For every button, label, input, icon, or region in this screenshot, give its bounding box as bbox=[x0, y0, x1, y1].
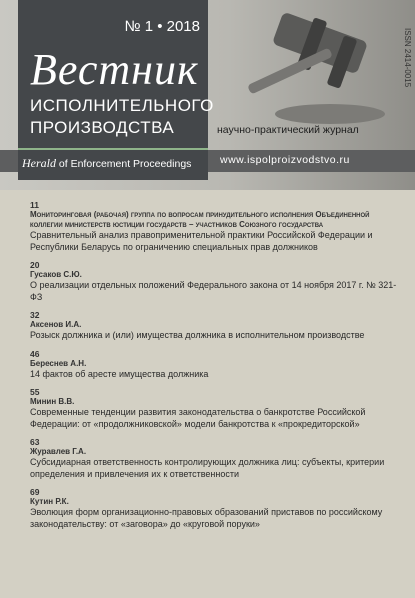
page-number: 69 bbox=[30, 487, 40, 497]
website-url: www.ispolproizvodstvo.ru bbox=[220, 154, 350, 166]
page-number: 32 bbox=[30, 310, 40, 320]
issue-number: № 1 • 2018 bbox=[124, 18, 200, 35]
page-number: 63 bbox=[30, 437, 40, 447]
title-block bbox=[18, 0, 214, 180]
toc-entry bbox=[30, 310, 400, 342]
authors: Мониторинговая (рабочая) группа по вопросам принудительного исполнения Объединенной коллегии министерств юстиции государств – участников Союзного государства bbox=[30, 210, 370, 229]
article-title: О реализации отдельных положений Федерального закона от 14 ноября 2017 г. № 321-ФЗ bbox=[30, 280, 397, 302]
cover-header bbox=[0, 0, 415, 190]
toc-entry bbox=[30, 487, 400, 530]
page-number: 55 bbox=[30, 387, 40, 397]
authors: Минин В.В. bbox=[30, 397, 75, 406]
article-title: 14 фактов об аресте имущества должника bbox=[30, 368, 209, 379]
toc-entry bbox=[30, 387, 400, 430]
page-number: 11 bbox=[30, 200, 39, 210]
page-number: 20 bbox=[30, 260, 40, 270]
journal-subtitle-line2: ПРОИЗВОДСТВА bbox=[30, 118, 175, 137]
herald-word: Herald bbox=[22, 156, 56, 170]
toc-entry bbox=[30, 260, 400, 303]
article-title: Субсидиарная ответственность контролирующих должника лиц: субъекты, критерии определения и привлечения их к ответственности bbox=[30, 457, 385, 479]
journal-title: Вестник bbox=[30, 45, 199, 94]
divider bbox=[18, 148, 208, 150]
journal-type: научно-практический журнал bbox=[217, 124, 359, 136]
gavel-illustration bbox=[235, 6, 385, 126]
toc-entry bbox=[30, 349, 400, 381]
article-title: Эволюция форм организационно-правовых образований приставов по российскому законодательству: от «заговора» до «круговой поруки» bbox=[30, 507, 383, 529]
english-title bbox=[22, 156, 191, 171]
toc-entry bbox=[30, 200, 400, 253]
authors: Кутин Р.К. bbox=[30, 497, 69, 506]
herald-rest: of Enforcement Proceedings bbox=[56, 158, 192, 170]
issn bbox=[400, 28, 412, 98]
authors: Журавлев Г.А. bbox=[30, 447, 87, 456]
authors: Гусаков С.Ю. bbox=[30, 270, 82, 279]
table-of-contents bbox=[30, 200, 400, 537]
page-number: 46 bbox=[30, 348, 40, 359]
journal-subtitle-line1: ИСПОЛНИТЕЛЬНОГО bbox=[30, 96, 214, 115]
article-title: Розыск должника и (или) имущества должника в исполнительном производстве bbox=[30, 330, 365, 340]
article-title: Современные тенденции развития законодательства о банкротстве Российской Федерации: от «продолжниковской» модели банкротства к «прокредиторской» bbox=[30, 407, 366, 429]
issn-text: ISSN 2414-0015 bbox=[403, 28, 412, 88]
article-title: Сравнительный анализ правоприменительной практики Российской Федерации и Республики Беларусь по ограничению специальных прав должников bbox=[30, 230, 373, 252]
toc-entry bbox=[30, 437, 400, 480]
authors: Аксенов И.А. bbox=[30, 320, 82, 329]
authors: Береснев А.Н. bbox=[30, 358, 87, 368]
